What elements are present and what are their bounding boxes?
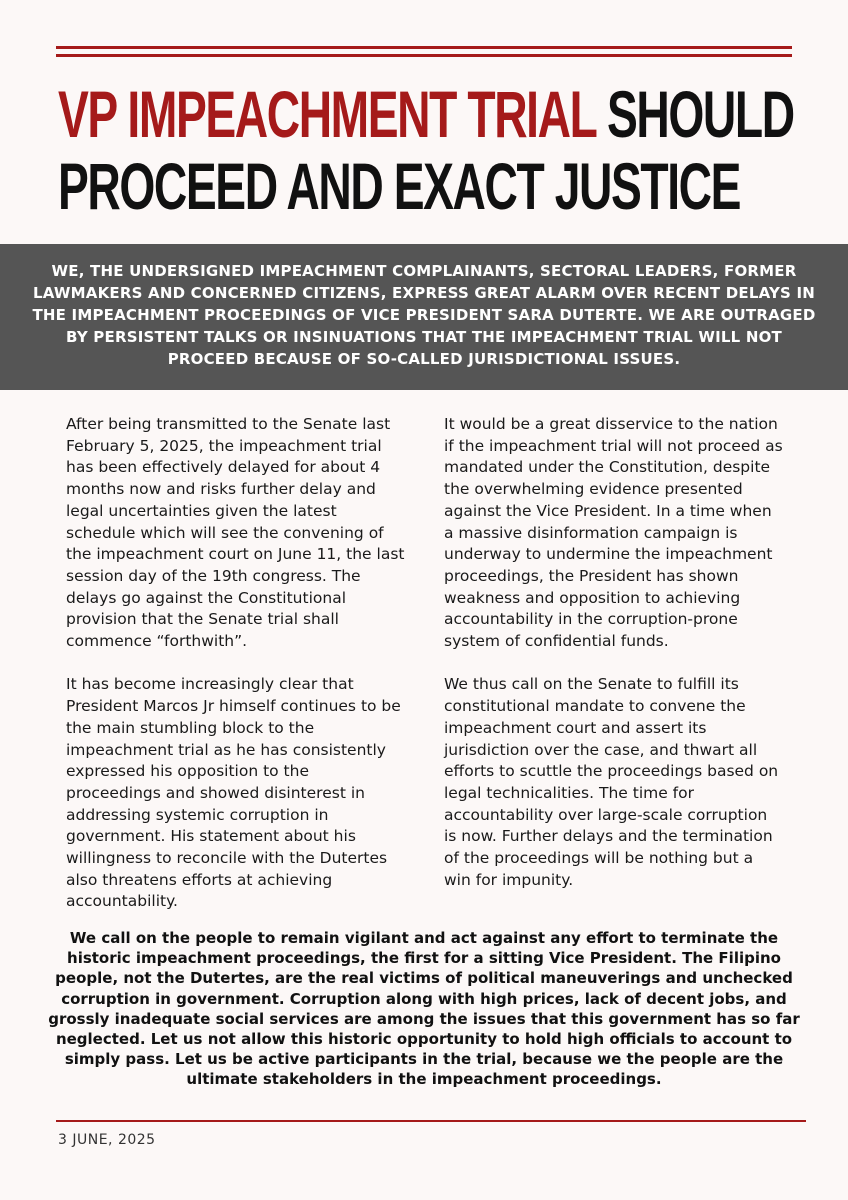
body-paragraph: After being transmitted to the Senate last February 5, 2025, the impeachment trial has been effectively delayed for about 4 months now and risks further delay and legal uncertainties given the latest schedule which will see the convening of the impeachment court on June 11, the last session day of the 19th congress. The delays go against the Constitutional provision that the Senate trial shall commence “forthwith”. — [66, 415, 405, 651]
headline-line2: PROCEED AND EXACT JUSTICE — [58, 149, 741, 223]
body-paragraph: It would be a great disservice to the nation if the impeachment trial will not proceed as mandated under the Constitution, despite the overwhelming evidence presented against the Vice President. In a time when a massive disinformation campaign is underway to undermine the impeachment proceedings, the President has shown weakness and opposition to achieving accountability in the corruption-prone system of confidential funds. — [444, 415, 783, 651]
statement-date: 3 JUNE, 2025 — [58, 1132, 156, 1148]
headline-accent: VP IMPEACHMENT TRIAL — [58, 77, 596, 151]
bottom-rule — [56, 1120, 806, 1122]
top-rule-second — [56, 54, 792, 57]
headline — [58, 77, 794, 223]
body-paragraph: It has become increasingly clear that President Marcos Jr himself continues to be the main stumbling block to the impeachment trial as he has consistently expressed his opposition to the proceedings and showed disinterest in addressing systemic corruption in government. His statement about his willingness to reconcile with the Dutertes also threatens efforts at achieving accountability. — [66, 675, 401, 911]
lede-text: WE, THE UNDERSIGNED IMPEACHMENT COMPLAINANTS, SECTORAL LEADERS, FORMER LAWMAKERS AND CONCERNED CITIZENS, EXPRESS GREAT ALARM OVER RECENT DELAYS IN THE IMPEACHMENT PROCEEDINGS OF VICE PRESIDENT SARA DUTERTE. WE ARE OUTRAGED BY PERSISTENT TALKS OR INSINUATIONS THAT THE IMPEACHMENT TRIAL WILL NOT PROCEED BECAUSE OF SO-CALLED JURISDICTIONAL ISSUES. — [32, 262, 816, 368]
body-paragraph: We thus call on the Senate to fulfill its constitutional mandate to convene the impeachment court and assert its jurisdiction over the case, and thwart all efforts to scuttle the proceedings based on legal technicalities. The time for accountability over large-scale corruption is now. Further delays and the termination of the proceedings will be nothing but a win for impunity. — [444, 675, 779, 889]
body-column-right — [444, 414, 784, 913]
closing-statement: We call on the people to remain vigilant and act against any effort to terminate the historic impeachment proceedings, the first for a sitting Vice President. The Filipino people, not the Dutertes, are the real victims of political maneuverings and unchecked corruption in government. Corruption along with high prices, lack of decent jobs, and grossly inadequate social services are among the issues that this government has so far neglected. Let us not allow this historic opportunity to hold high officials to account to simply pass. Let us be active participants in the trial, because we the people are the ultimate stakeholders in the impeachment proceedings. — [48, 929, 800, 1089]
top-rule — [56, 46, 792, 49]
body-column-left — [66, 414, 406, 935]
headline-rest: SHOULD — [607, 77, 794, 151]
